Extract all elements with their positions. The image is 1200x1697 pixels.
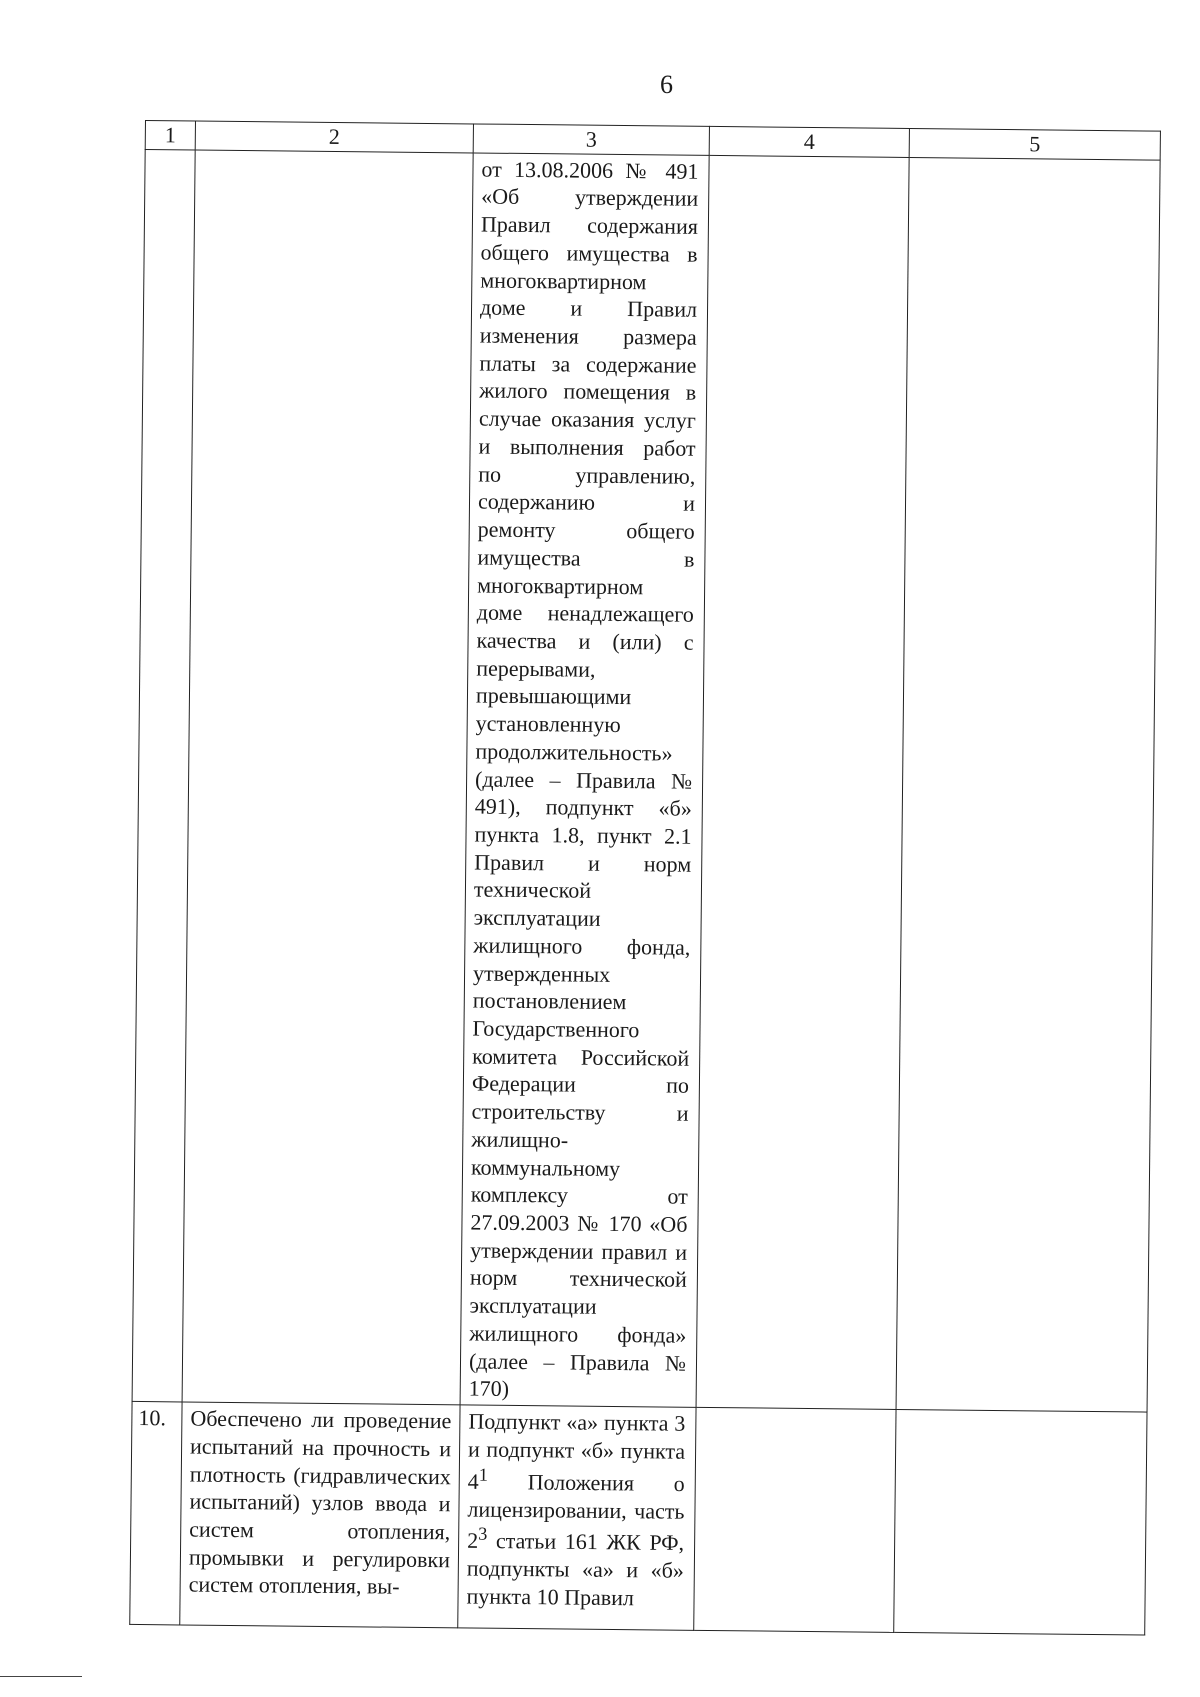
references-part-1: Подпункт «а» пункта 3 и подпункт «б» пункта 4 bbox=[467, 1408, 686, 1494]
header-col-1: 1 bbox=[145, 121, 195, 150]
superscript-3: 3 bbox=[478, 1523, 488, 1544]
scan-mark bbox=[0, 1676, 82, 1677]
table-row bbox=[132, 149, 1160, 1412]
table-row bbox=[130, 1401, 1147, 1635]
header-col-2: 2 bbox=[195, 121, 473, 153]
col5-cell bbox=[894, 1409, 1147, 1635]
references-cell bbox=[460, 153, 709, 1408]
references-part-2: Положения о лицензировании, часть 2 bbox=[467, 1468, 685, 1554]
col5-cell bbox=[896, 157, 1160, 1412]
question-cell bbox=[182, 150, 473, 1405]
header-col-4: 4 bbox=[709, 126, 909, 157]
col4-cell bbox=[696, 155, 909, 1409]
references-cell bbox=[458, 1405, 696, 1630]
references-text: от 13.08.2006 № 491 «Об утверждении Правил содержания общего имущества в многоквартирном доме и Правил изменения размера платы за содержание жилого помещения в случае оказания услуг и выполнения работ по управлению, содержанию и ремонту общего имущества в многоквартирном доме ненадлежащего качества и (или) с перерывами, превышающими установленную продолжительность» (далее – Правила № 491), подпункт «б» пункта 1.8, пункт 2.1 Правил и норм технической эксплуатации жилищного фонда, утвержденных постановлением Государственного комитета Российской Федерации по строительству и жилищно-коммунальному комплексу от 27.09.2003 № 170 «Об утверждении правил и норм технической эксплуатации жилищного фонда» (далее – Правила № 170) bbox=[468, 156, 699, 1402]
inspection-table bbox=[129, 120, 1161, 1636]
superscript-1: 1 bbox=[478, 1464, 489, 1485]
page-number: 6 bbox=[660, 70, 673, 99]
row-number-cell: 10. bbox=[130, 1401, 182, 1625]
references-part-3: статьи 161 ЖК РФ, подпункты «а» и «б» пункта 10 Правил bbox=[466, 1528, 685, 1611]
references-text bbox=[466, 1408, 687, 1613]
header-col-3: 3 bbox=[473, 124, 709, 155]
question-cell bbox=[180, 1402, 460, 1628]
header-col-5: 5 bbox=[909, 129, 1160, 160]
col4-cell bbox=[694, 1407, 896, 1632]
question-text: Обеспечено ли проведение испытаний на прочность и плотность (гидравлических испытаний) узлов ввода и систем отопления, промывки и регулировки систем отопления, вы- bbox=[188, 1405, 452, 1600]
